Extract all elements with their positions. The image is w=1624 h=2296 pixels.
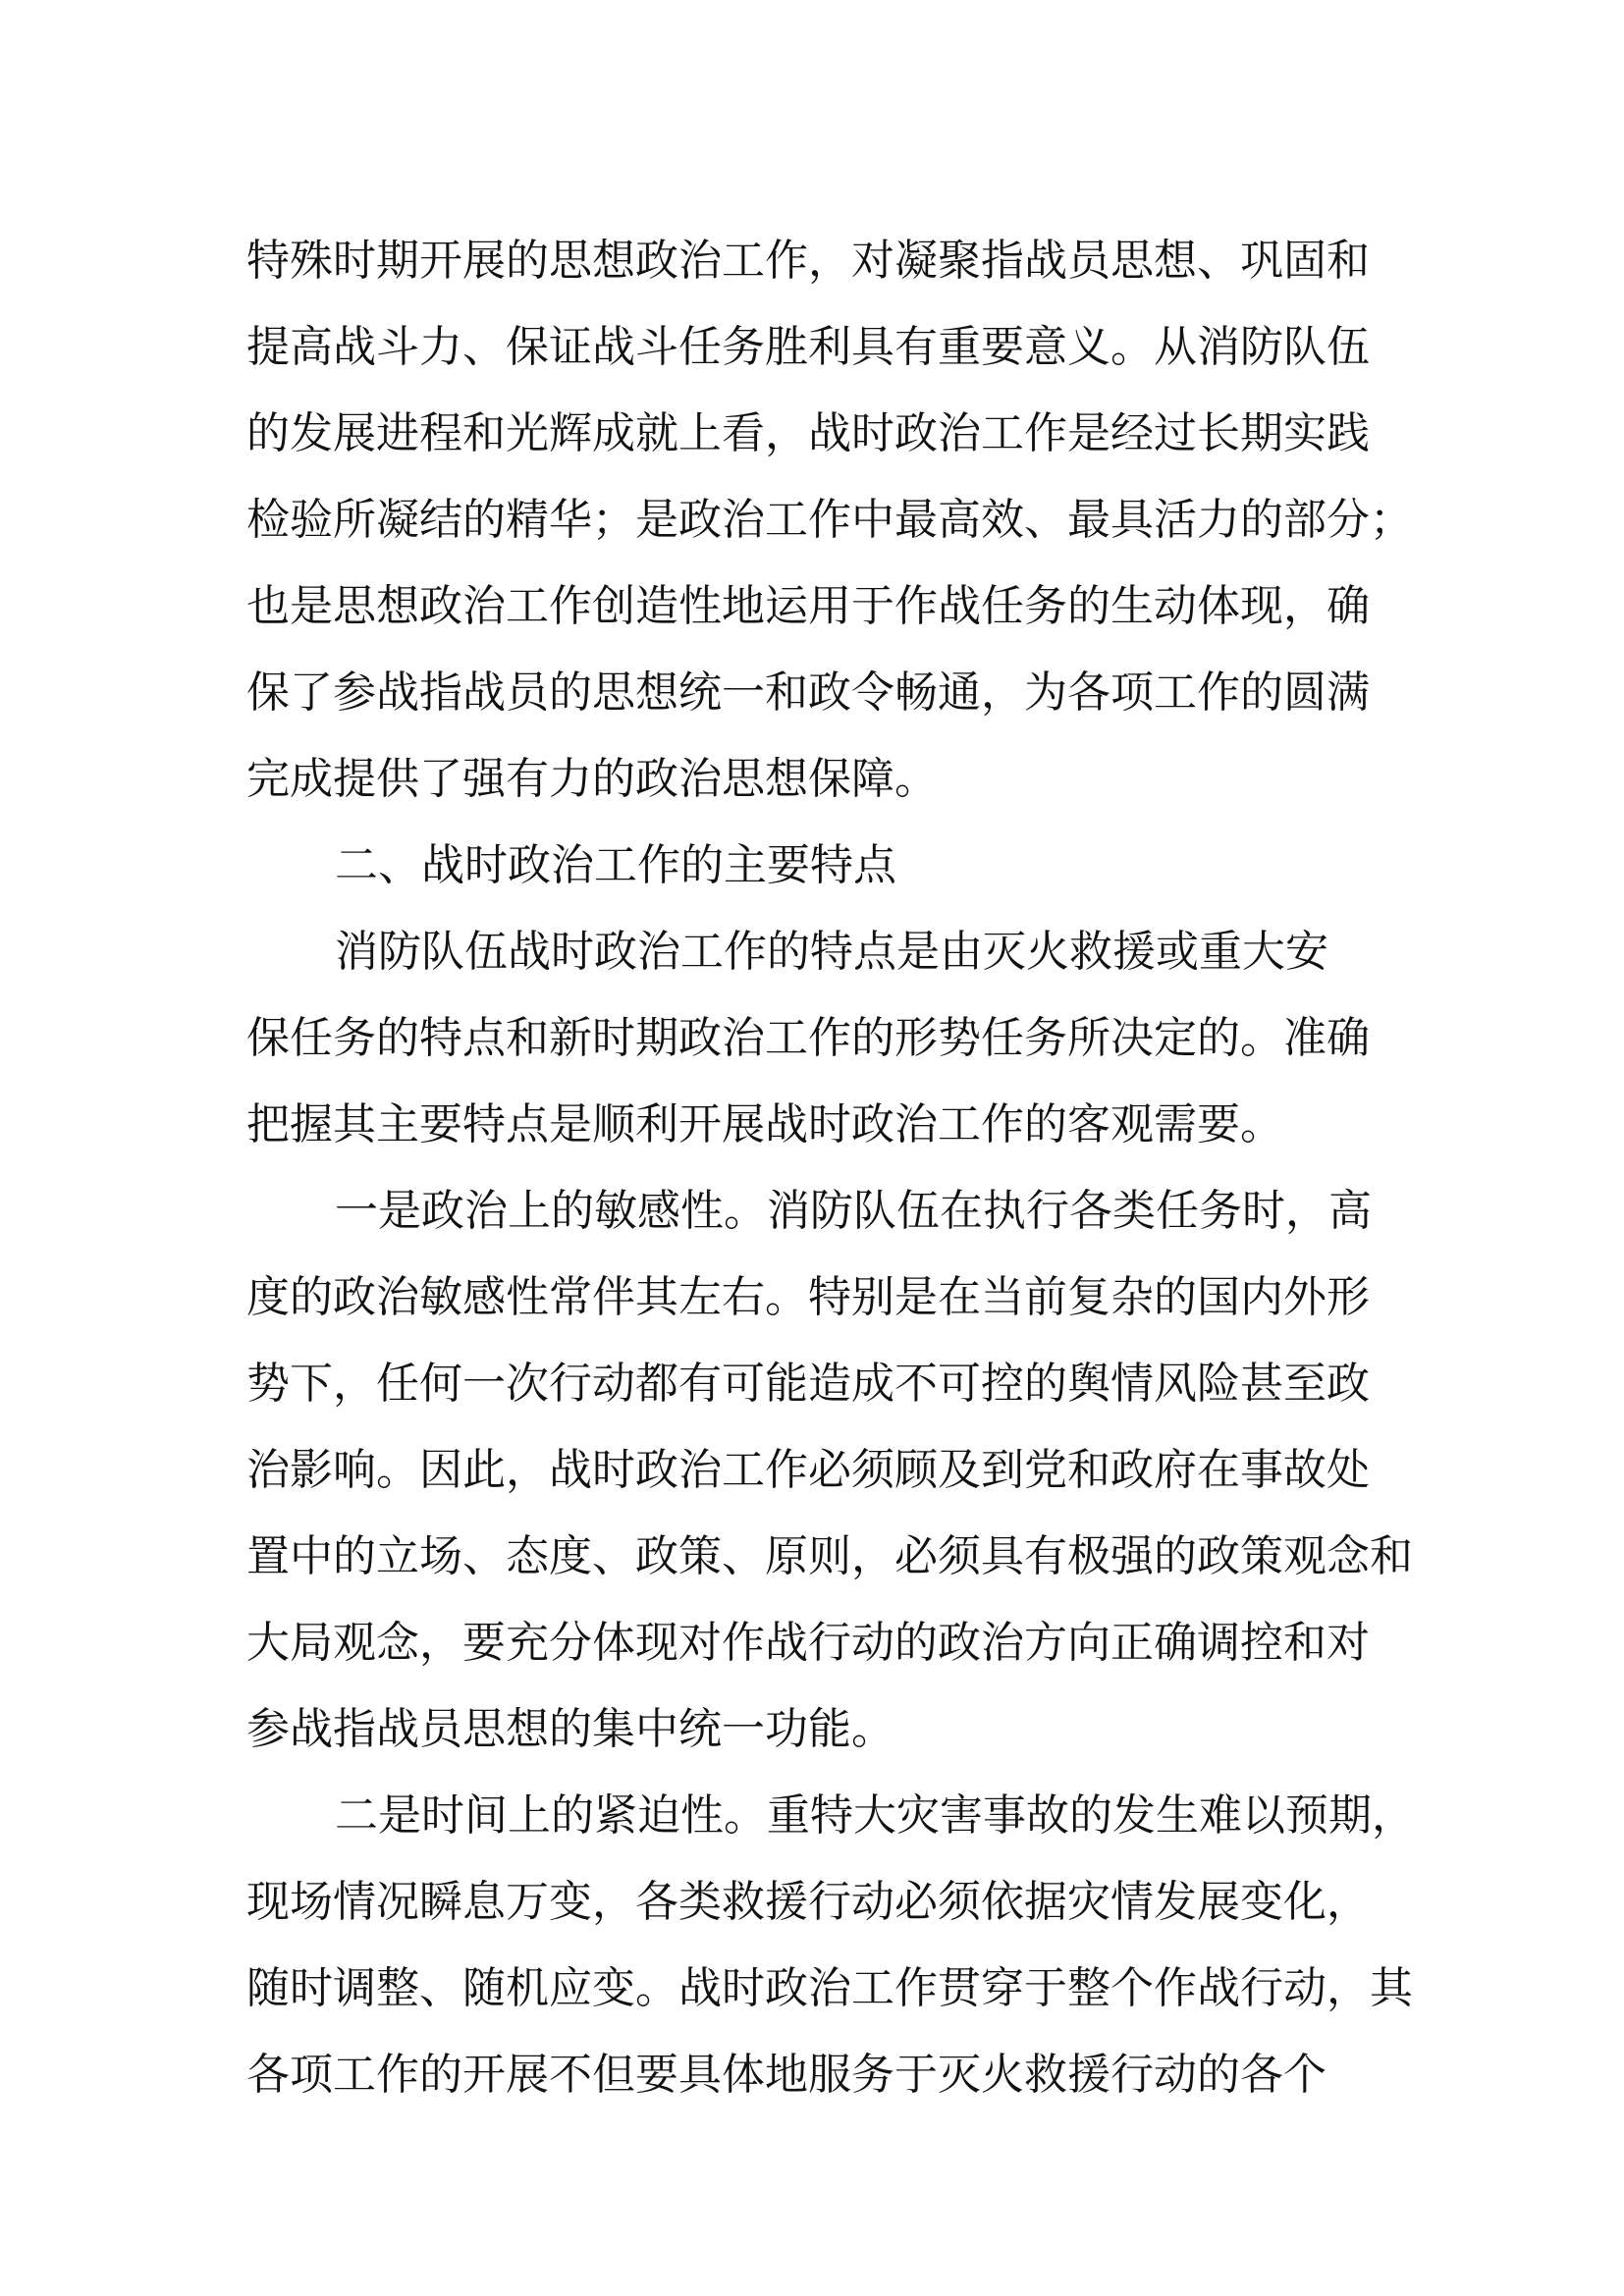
text-line-22: 各项工作的开展不但要具体地服务于灭火救援行动的各个 xyxy=(246,2050,1326,2100)
text-line-15: 治影响。因此，战时政治工作必须顾及到党和政府在事故处 xyxy=(246,1445,1370,1495)
text-line-20: 现场情况瞬息万变，各类救援行动必须依据灾情发展变化， xyxy=(246,1877,1370,1927)
text-line-16: 置中的立场、态度、政策、原则，必须具有极强的政策观念和 xyxy=(246,1531,1413,1581)
text-line-17: 大局观念，要充分体现对作战行动的政治方向正确调控和对 xyxy=(246,1618,1370,1668)
text-line-5: 也是思想政治工作创造性地运用于作战任务的生动体现，确 xyxy=(246,581,1370,631)
text-line-14: 势下，任何一次行动都有可能造成不可控的舆情风险甚至政 xyxy=(246,1359,1370,1409)
text-line-6: 保了参战指战员的思想统一和政令畅通，为各项工作的圆满 xyxy=(246,667,1370,718)
text-line-1: 特殊时期开展的思想政治工作，对凝聚指战员思想、巩固和 xyxy=(246,236,1370,286)
text-line-10: 保任务的特点和新时期政治工作的形势任务所决定的。准确 xyxy=(246,1013,1370,1063)
text-line-9: 消防队伍战时政治工作的特点是由灭火救援或重大安 xyxy=(335,927,1328,977)
text-line-4: 检验所凝结的精华；是政治工作中最高效、最具活力的部分； xyxy=(246,495,1413,545)
text-line-21: 随时调整、随机应变。战时政治工作贯穿于整个作战行动，其 xyxy=(246,1963,1413,2013)
text-line-11: 把握其主要特点是顺利开展战时政治工作的客观需要。 xyxy=(246,1099,1283,1149)
body-text xyxy=(246,218,1415,2118)
text-line-18: 参战指战员思想的集中统一功能。 xyxy=(246,1704,894,1754)
text-line-7: 完成提供了强有力的政治思想保障。 xyxy=(246,754,938,804)
text-line-13: 度的政治敏感性常伴其左右。特别是在当前复杂的国内外形 xyxy=(246,1272,1370,1322)
text-line-2: 提高战斗力、保证战斗任务胜利具有重要意义。从消防队伍 xyxy=(246,322,1370,372)
text-line-19: 二是时间上的紧迫性。重特大灾害事故的发生难以预期， xyxy=(335,1790,1415,1841)
text-line-3: 的发展进程和光辉成就上看，战时政治工作是经过长期实践 xyxy=(246,408,1370,458)
section-heading: 二、战时政治工作的主要特点 xyxy=(335,840,896,890)
text-line-12: 一是政治上的敏感性。消防队伍在执行各类任务时，高 xyxy=(335,1186,1372,1236)
